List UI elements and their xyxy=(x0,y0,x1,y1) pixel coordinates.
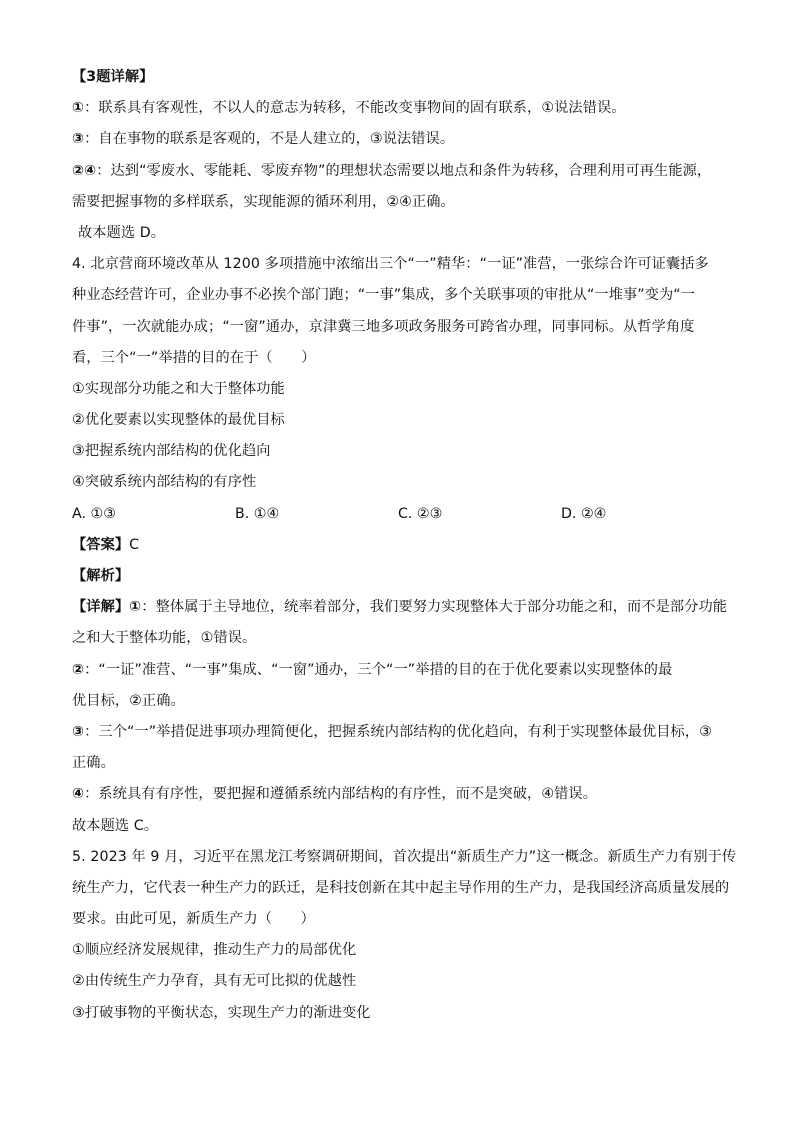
q4-option-a: A. ①③ xyxy=(72,505,116,522)
point-text: ：三个“一”举措促进事项办理简便化，把握系统内部结构的优化趋向，有利于实现整体最优目标，③ xyxy=(84,723,712,740)
answer-value: C xyxy=(129,536,140,553)
point-label: ④ xyxy=(72,786,85,803)
q4-detail-line-3 xyxy=(72,655,726,686)
q4-stem-line-1: 4. 北京营商环境改革从 1200 多项措施中浓缩出三个“一”精华：“一证”准营，一张综合许可证囊括多 xyxy=(72,256,709,273)
q4-answer xyxy=(72,530,726,561)
point-text: ：整体属于主导地位，统率着部分，我们要努力实现整体大于部分功能之和，而不是部分功能 xyxy=(141,599,728,616)
point-label: ② xyxy=(72,661,85,678)
q4-options xyxy=(72,499,726,530)
q4-stem-line-4: 看，三个“一”举措的目的在于（ ） xyxy=(72,349,316,366)
point-label: ① xyxy=(72,100,85,117)
point-text: ：系统具有有序性，要把握和遵循系统内部结构的有序性，而不是突破，④错误。 xyxy=(84,786,598,803)
q4-detail-line-7 xyxy=(72,779,726,810)
q4-statement-4: ④突破系统内部结构的有序性 xyxy=(72,474,257,491)
answer-label: 【答案】 xyxy=(72,536,130,553)
q3-point-24 xyxy=(72,156,726,187)
q4-option-c: C. ②③ xyxy=(398,505,443,522)
q3-detail-heading: 【3题详解】 xyxy=(72,69,154,85)
q4-detail-line-6: 正确。 xyxy=(72,755,115,772)
q4-stem-line-2: 种业态经营许可，企业办事不必挨个部门跑；“一事”集成，多个关联事项的审批从“一堆事”变为“一 xyxy=(72,287,696,304)
q3-conclusion: 故本题选 D。 xyxy=(78,224,166,241)
point-text: ：达到“零废水、零能耗、零废弃物”的理想状态需要以地点和条件为转移，合理利用可再生能源， xyxy=(96,162,712,179)
q5-statement-1: ①顺应经济发展规律，推动生产力的局部优化 xyxy=(72,942,357,959)
q5-stem-line-2: 统生产力，它代表一种生产力的跃迁，是科技创新在其中起主导作用的生产力，是我国经济高质量发展的 xyxy=(72,879,730,896)
point-label: ②④ xyxy=(72,162,97,179)
q4-option-b: B. ①④ xyxy=(235,505,280,522)
point-label: ③ xyxy=(72,723,85,740)
point-text: ：自在事物的联系是客观的，不是人建立的，③说法错误。 xyxy=(84,131,455,148)
q4-detail-line-2: 之和大于整体功能，①错误。 xyxy=(72,630,257,647)
detail-label: 【详解】 xyxy=(72,599,130,616)
q4-statement-1: ①实现部分功能之和大于整体功能 xyxy=(72,380,285,397)
document-page xyxy=(72,62,737,1029)
q4-detail-line-5 xyxy=(72,717,726,748)
q5-stem-line-1: 5. 2023 年 9 月，习近平在黑龙江考察调研期间，首次提出“新质生产力”这一概念。新质生产力有别于传 xyxy=(72,848,737,865)
q5-statement-3: ③打破事物的平衡状态，实现生产力的渐进变化 xyxy=(72,1004,371,1021)
q4-statement-2: ②优化要素以实现整体的最优目标 xyxy=(72,412,285,429)
q4-detail-line-4: 优目标，②正确。 xyxy=(72,692,185,709)
q3-point-3 xyxy=(72,124,726,155)
point-label: ③ xyxy=(72,131,85,148)
point-label: ① xyxy=(129,599,142,616)
q4-option-d: D. ②④ xyxy=(561,505,607,522)
q4-detail-line-1 xyxy=(72,592,726,623)
q4-conclusion: 故本题选 C。 xyxy=(72,817,159,834)
q3-point-1 xyxy=(72,93,726,124)
q3-point-24-cont: 需要把握事物的多样联系，实现能源的循环利用，②④正确。 xyxy=(72,193,455,210)
q4-analysis-heading: 【解析】 xyxy=(72,568,130,584)
point-text: ：“一证”准营、“一事”集成、“一窗”通办，三个“一”举措的目的在于优化要素以实现整体的最 xyxy=(84,661,673,678)
q5-stem-line-3: 要求。由此可见，新质生产力（ ） xyxy=(72,911,315,928)
q4-statement-3: ③把握系统内部结构的优化趋向 xyxy=(72,443,271,460)
q4-stem-line-3: 件事”，一次就能办成；“一窗”通办，京津冀三地多项政务服务可跨省办理，同事同标。从哲学角度 xyxy=(72,318,695,335)
q5-statement-2: ②由传统生产力孕育，具有无可比拟的优越性 xyxy=(72,973,357,990)
point-text: ：联系具有客观性，不以人的意志为转移，不能改变事物间的固有联系，①说法错误。 xyxy=(84,100,626,117)
